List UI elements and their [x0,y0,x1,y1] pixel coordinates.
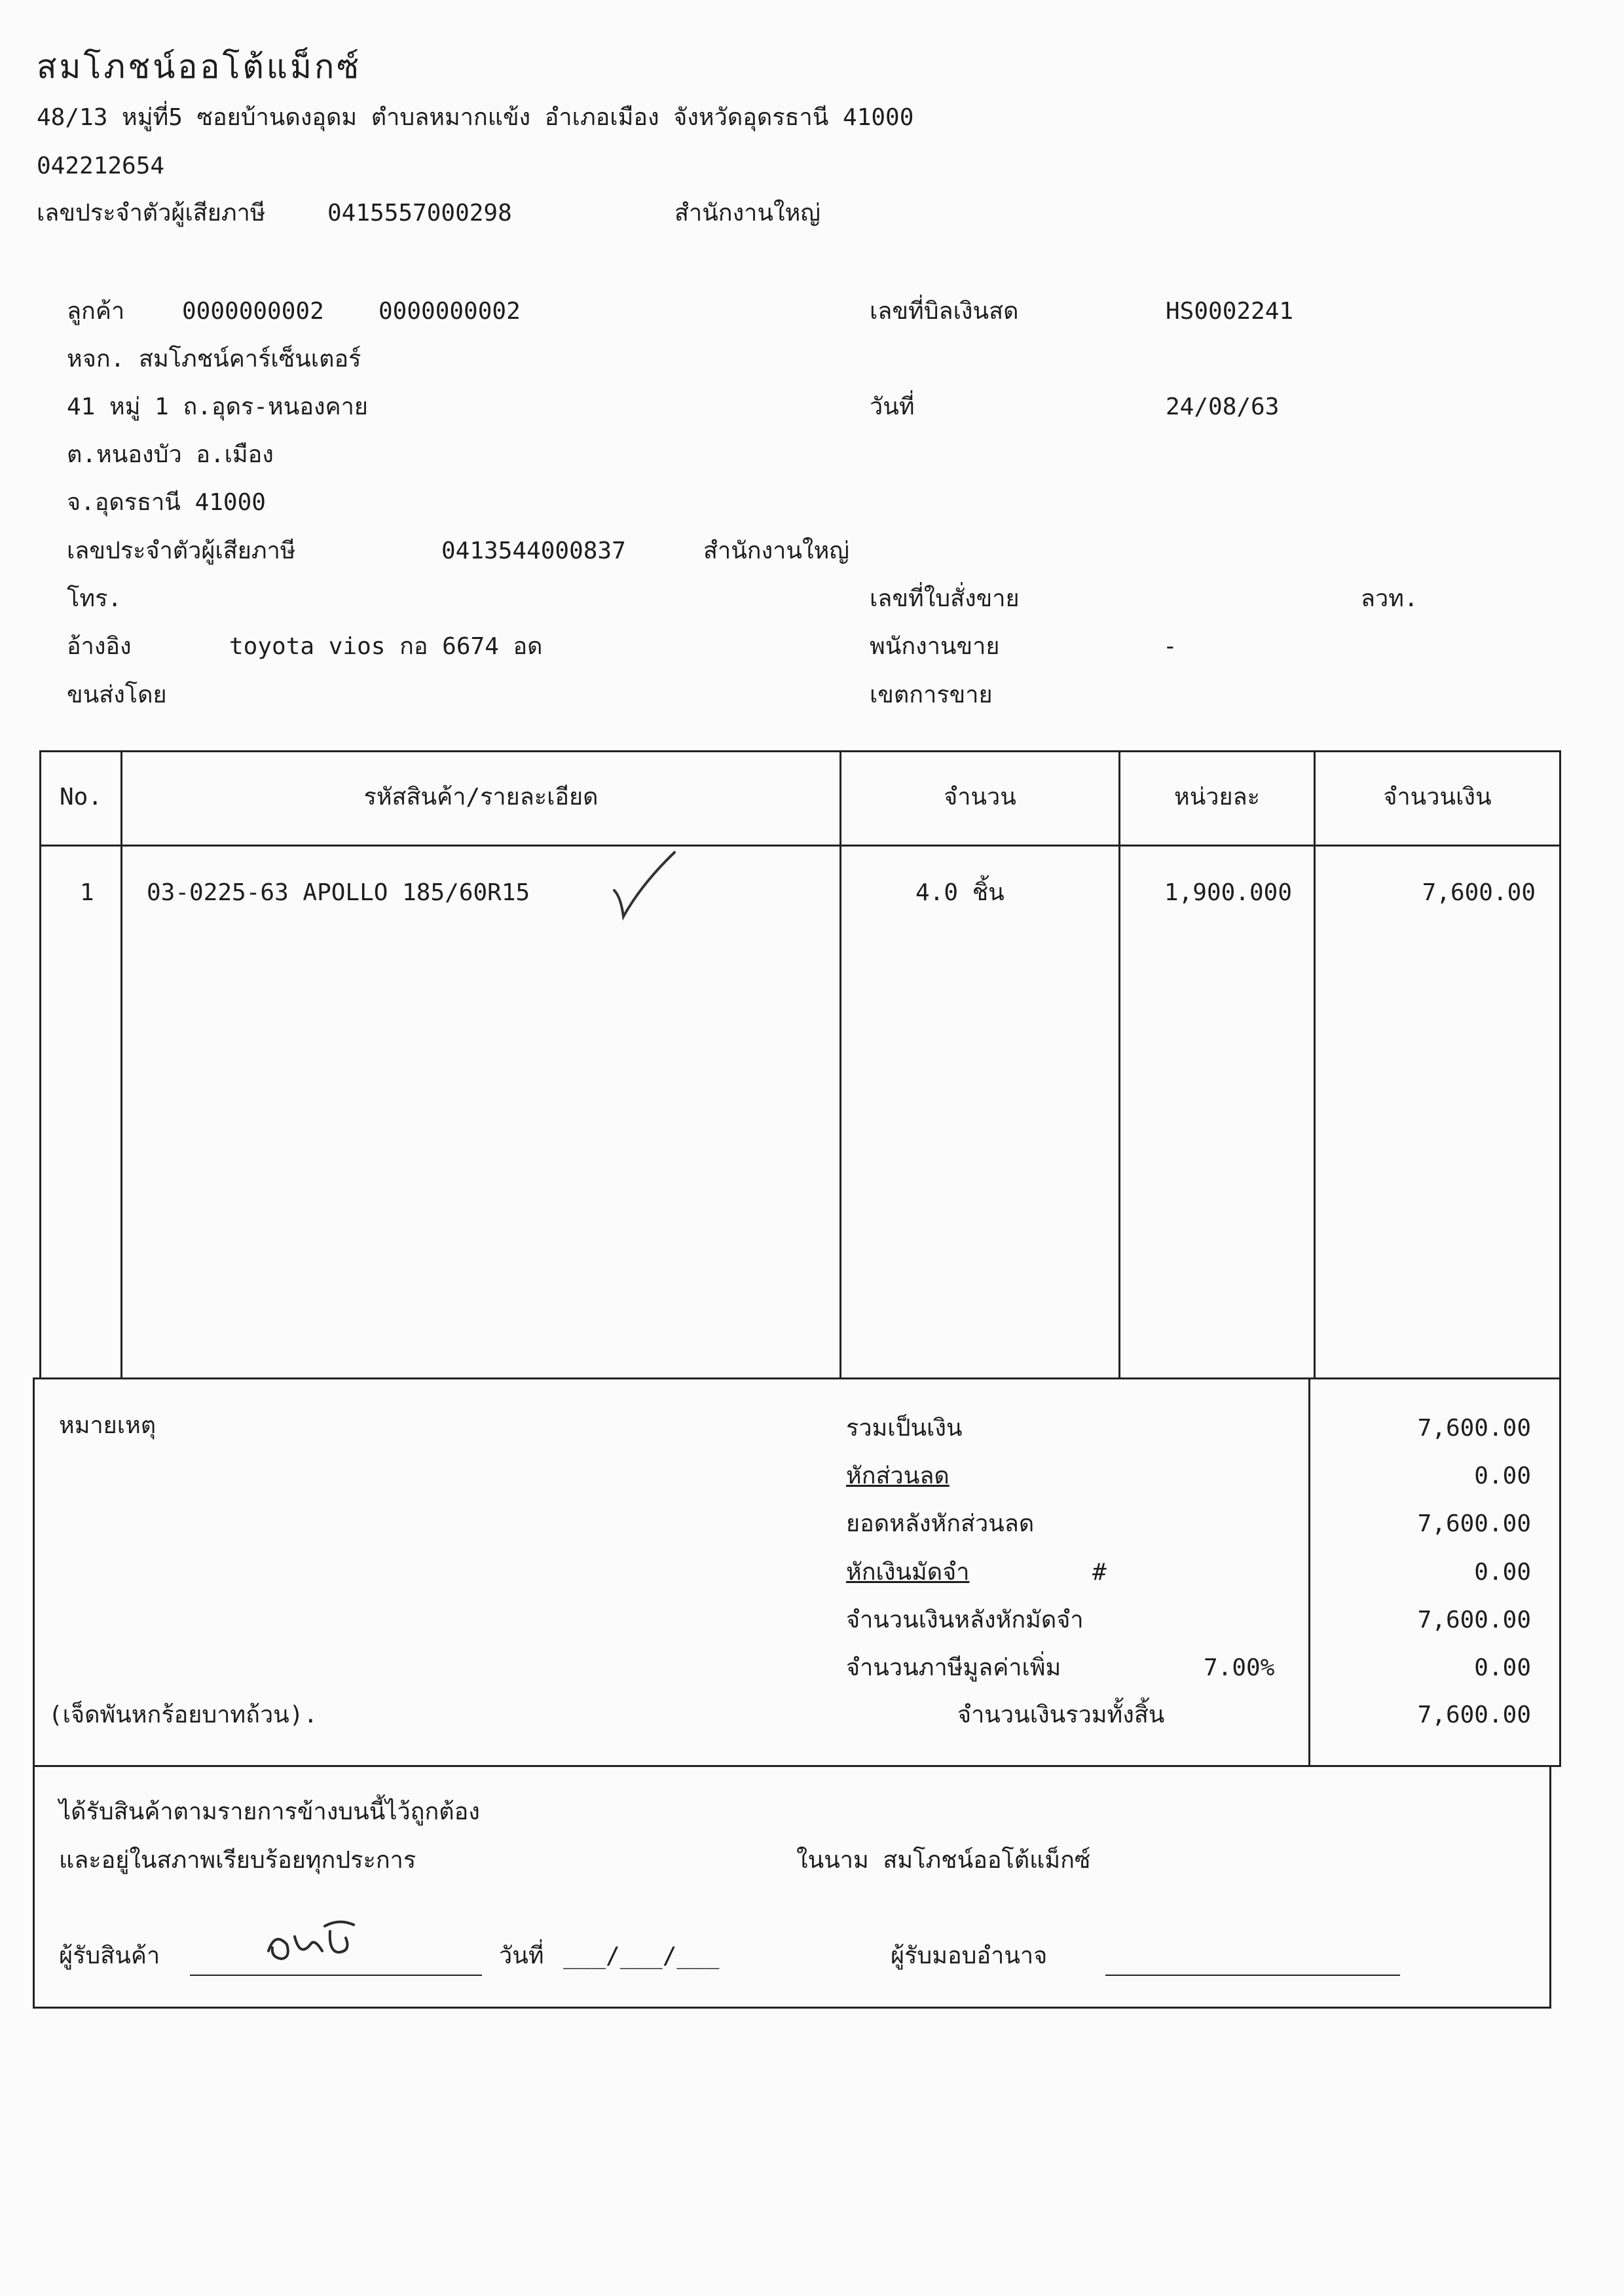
seller-name: สมโภชน์ออโต้แม็กซ์ [37,48,362,86]
customer-phone-label: โทร. [67,585,122,612]
salesperson-value: - [1163,633,1177,660]
bill-date: 24/08/63 [1166,393,1280,420]
row-no: 1 [80,879,94,906]
receiver-signature [262,1912,373,1977]
row-unit-price: 1,900.000 [1164,879,1292,906]
seller-phone: 042212654 [37,153,165,179]
customer-address-line-3: จ.อุดรธานี 41000 [67,489,266,516]
seller-tax-id-label: เลขประจำตัวผู้เสียภาษี [37,200,266,227]
bill-number: HS0002241 [1166,298,1294,325]
customer-address-line-1: 41 หมู่ 1 ถ.อุดร-หนองคาย [67,393,368,420]
salesperson-label: พนักงานขาย [870,633,1000,660]
grand-total-label: จำนวนเงินรวมทั้งสิ้น [957,1702,1165,1728]
customer-code-1: 0000000002 [182,298,324,325]
received-statement-line-2: และอยู่ในสภาพเรียบร้อยทุกประการ [59,1847,416,1874]
vat-rate: 7.00% [1204,1654,1275,1681]
discount-value: 0.00 [1474,1463,1531,1489]
authorized-label: ผู้รับมอบอำนาจ [891,1942,1048,1969]
discount-label: หักส่วนลด [846,1463,950,1489]
reference-label: อ้างอิง [67,633,132,660]
vat-value: 0.00 [1474,1654,1531,1681]
deposit-hash: # [1092,1559,1107,1586]
customer-tax-id-label: เลขประจำตัวผู้เสียภาษี [67,538,296,564]
row-quantity: 4.0 ชิ้น [915,879,1005,906]
sales-area-label: เขตการขาย [870,682,993,708]
received-statement-line-1: ได้รับสินค้าตามรายการข้างบนนี้ไว้ถูกต้อง [59,1798,480,1825]
receive-date-blank: ___/___/___ [563,1942,720,1969]
customer-tax-id: 0413544000837 [441,538,626,564]
after-discount-value: 7,600.00 [1417,1510,1531,1537]
customer-label: ลูกค้า [67,298,125,325]
after-deposit-label: จำนวนเงินหลังหักมัดจำ [846,1607,1084,1633]
receive-date-label: วันที่ [499,1942,544,1969]
after-discount-label: ยอดหลังหักส่วนลด [846,1510,1035,1537]
row-amount: 7,600.00 [1422,879,1536,906]
sales-order-value: ลวท. [1361,585,1418,612]
header-quantity: จำนวน [944,784,1016,811]
header-no: No. [59,784,103,811]
bill-number-label: เลขที่บิลเงินสด [870,298,1019,325]
header-unit-price: หน่วยละ [1173,784,1261,811]
customer-code-2: 0000000002 [378,298,521,325]
customer-address-line-2: ต.หนองบัว อ.เมือง [67,441,274,468]
header-description: รหัสสินค้า/รายละเอียด [363,784,599,811]
deposit-label: หักเงินมัดจำ [846,1559,970,1586]
grand-total-value: 7,600.00 [1417,1702,1531,1728]
sales-order-label: เลขที่ใบสั่งขาย [870,585,1020,612]
header-amount: จำนวนเงิน [1383,784,1492,811]
bill-date-label: วันที่ [870,393,915,420]
vat-label: จำนวนภาษีมูลค่าเพิ่ม [846,1654,1061,1681]
customer-name: หจก. สมโภชน์คาร์เซ็นเตอร์ [67,346,361,373]
subtotal-label: รวมเป็นเงิน [846,1415,963,1442]
after-deposit-value: 7,600.00 [1417,1607,1531,1633]
amount-in-words: (เจ็ดพันหกร้อยบาทถ้วน). [48,1702,318,1728]
reference-value: toyota vios กอ 6674 อด [229,633,543,660]
seller-address: 48/13 หมู่ที่5 ซอยบ้านดงอุดม ตำบลหมากแข้ง อำเภอเมือง จังหวัดอุดรธานี 41000 [37,104,914,131]
on-behalf-of: ในนาม สมโภชน์ออโต้แม็กซ์ [796,1847,1091,1874]
seller-tax-id: 0415557000298 [327,200,512,227]
check-mark-icon [609,845,688,923]
deposit-value: 0.00 [1474,1559,1531,1586]
row-description: 03-0225-63 APOLLO 185/60R15 [147,879,530,906]
subtotal-value: 7,600.00 [1417,1415,1531,1442]
receiver-label: ผู้รับสินค้า [59,1942,160,1969]
customer-branch: สำนักงานใหญ่ [703,538,849,564]
shipping-label: ขนส่งโดย [67,682,167,708]
seller-branch: สำนักงานใหญ่ [674,200,821,227]
authorized-signature-line [1105,1975,1400,1976]
remark-label: หมายเหตุ [59,1412,157,1439]
